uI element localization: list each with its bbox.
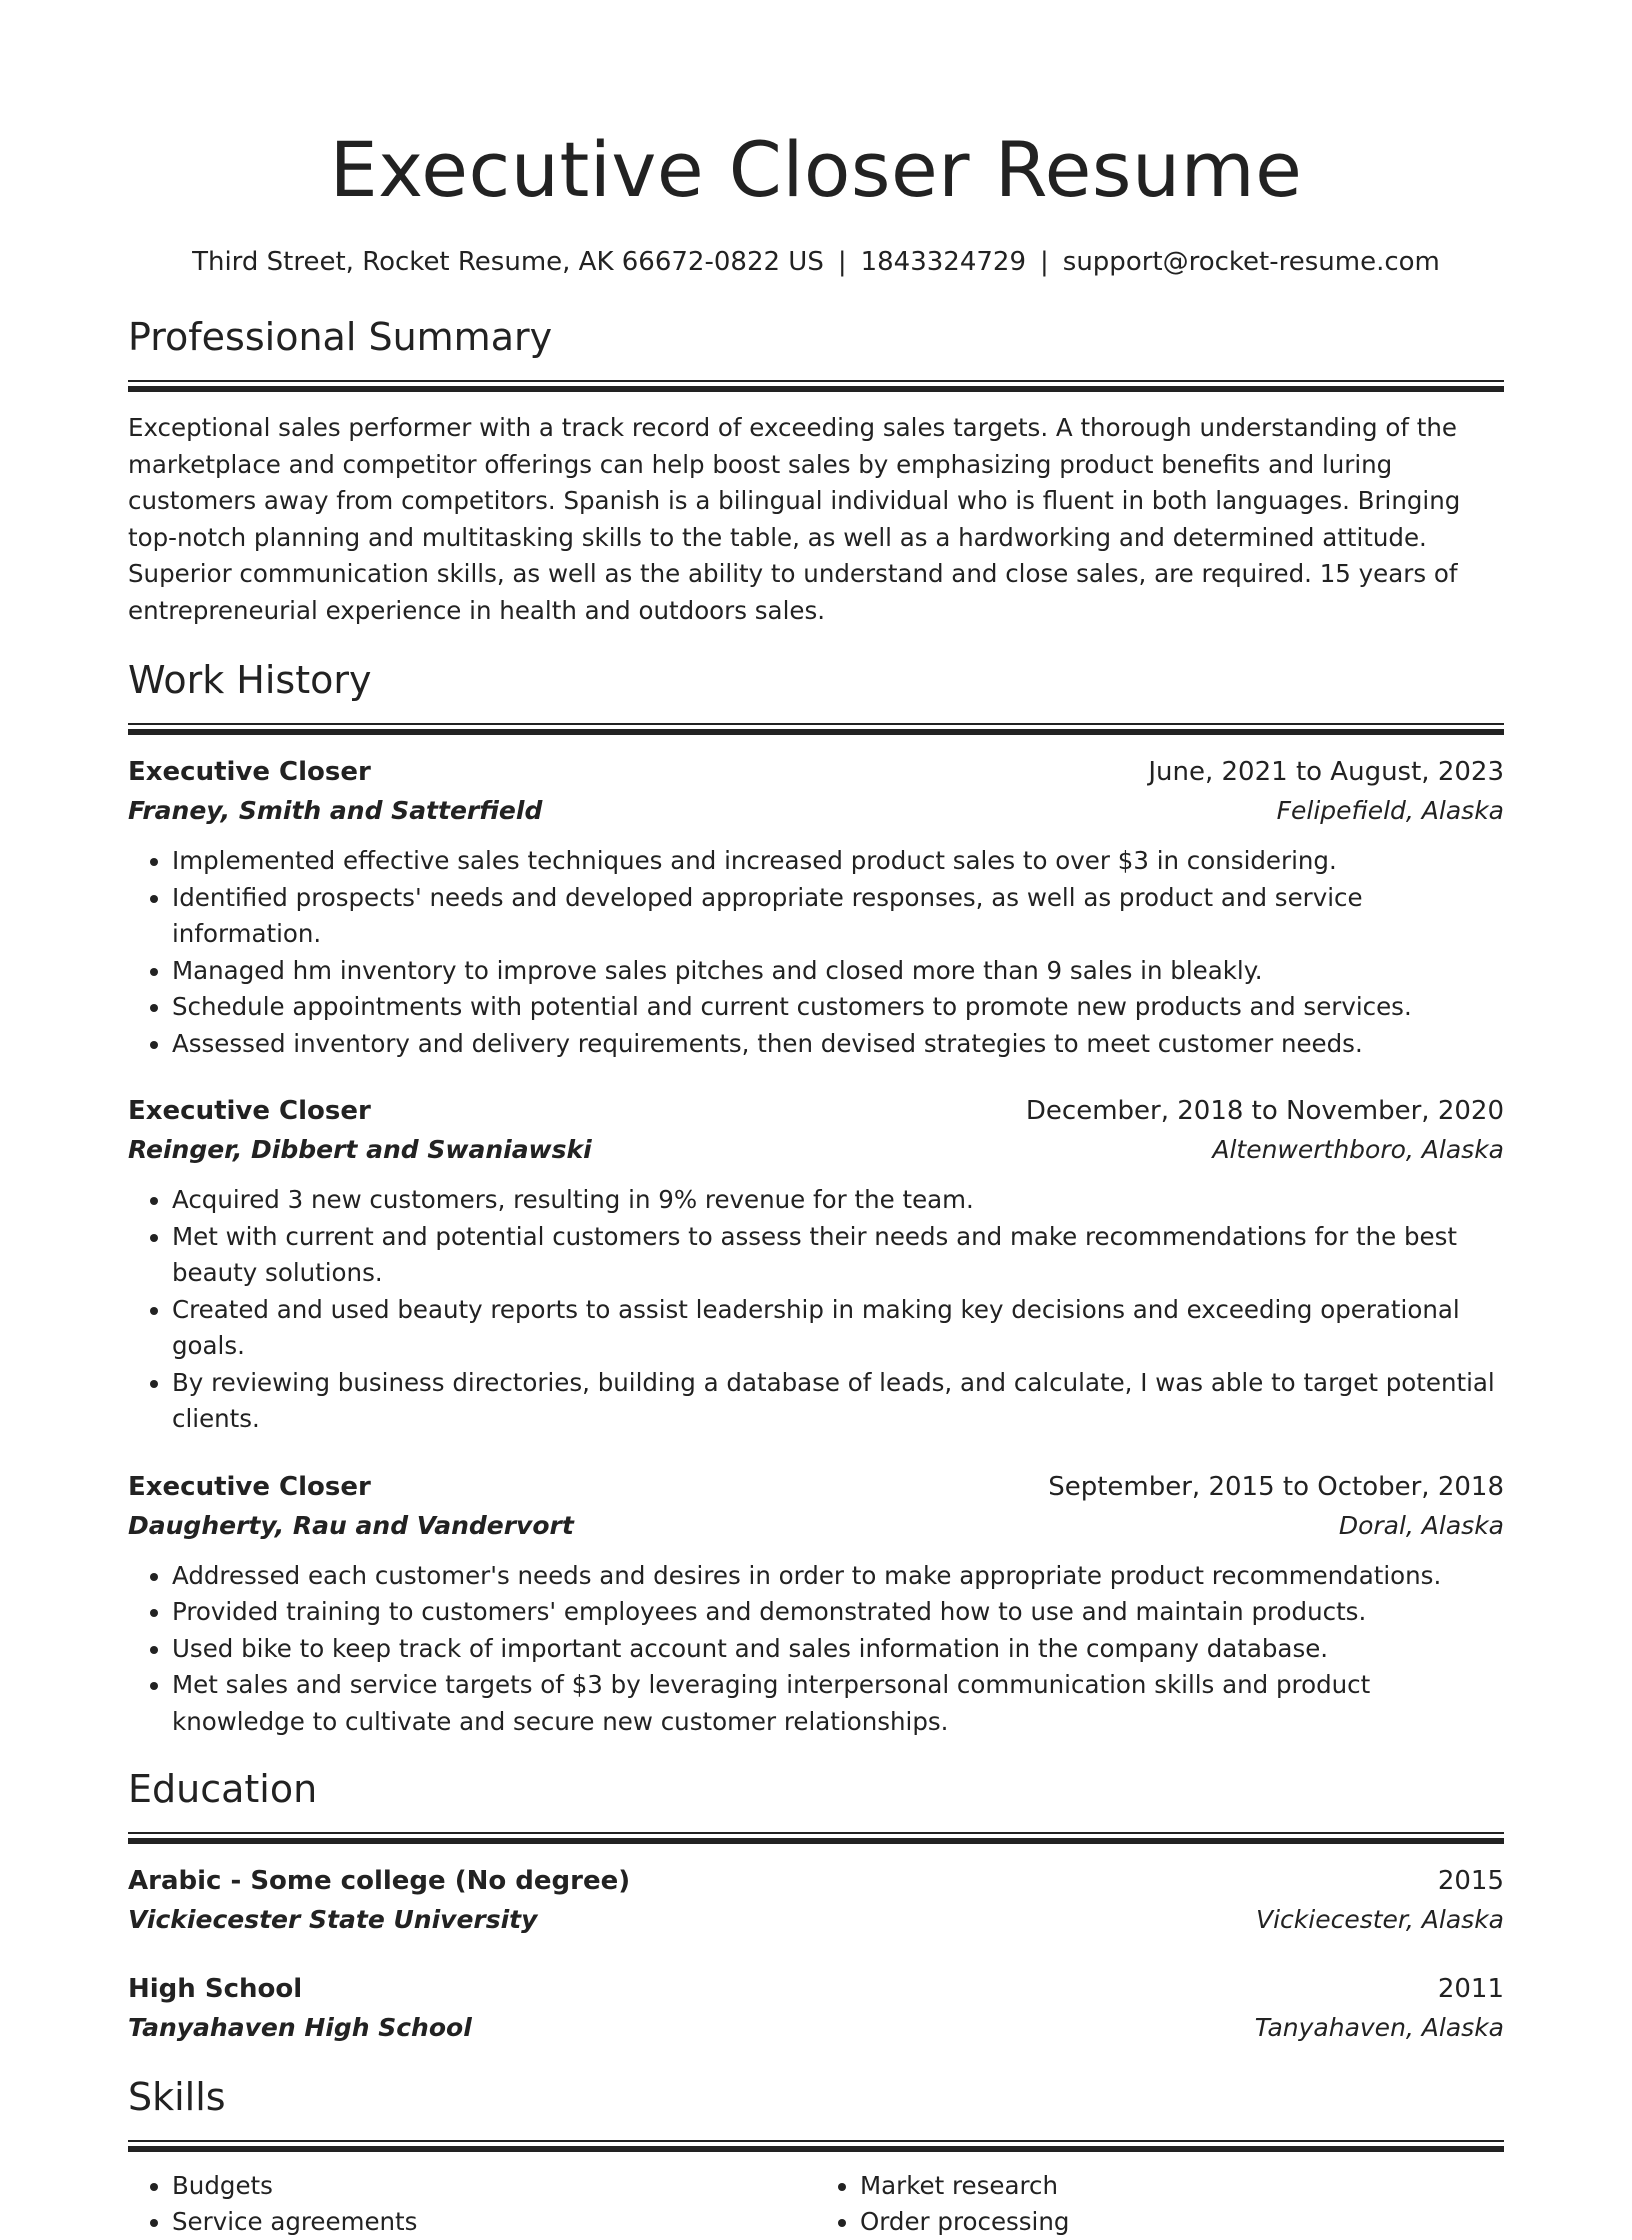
education-year: 2011: [1437, 1974, 1504, 2004]
work-history-heading: Work History: [128, 658, 372, 702]
contact-phone: 1843324729: [860, 247, 1027, 277]
skills-section: [128, 2072, 1504, 2240]
job-bullet: • Assessed inventory and delivery requirements, then devised strategies to meet customer needs.: [172, 1026, 1504, 1063]
skills-column-right: [816, 2168, 1504, 2240]
education-section: [128, 1764, 1504, 2048]
job-bullet: • Provided training to customers' employees and demonstrated how to use and maintain products.: [172, 1594, 1504, 1631]
job-bullet: • Met sales and service targets of $3 by leveraging interpersonal communication skills and product knowledge to cultivate and secure new customer relationships.: [172, 1667, 1504, 1740]
skills-column-left: [128, 2168, 816, 2240]
job-entry: [128, 1092, 1504, 1438]
job-header-row: [128, 753, 1504, 791]
job-entry: [128, 753, 1504, 1062]
job-dates: September, 2015 to October, 2018: [1048, 1471, 1504, 1502]
skill-item: • Budgets: [172, 2168, 816, 2204]
job-company: Franey, Smith and Satterfield: [128, 796, 543, 825]
contact-separator: |: [837, 247, 847, 277]
job-location: Felipefield, Alaska: [1276, 796, 1504, 825]
skills-list: [816, 2168, 1504, 2240]
work-history-section: [128, 655, 1504, 1740]
section-divider: [128, 2140, 1504, 2152]
education-location: Tanyahaven, Alaska: [1254, 2013, 1504, 2042]
resume-title: Executive Closer Resume: [329, 125, 1303, 214]
education-school-row: [128, 2008, 1504, 2048]
education-location: Vickiecester, Alaska: [1256, 1905, 1504, 1934]
job-company: Reinger, Dibbert and Swaniawski: [128, 1135, 592, 1164]
job-company-row: [128, 1130, 1504, 1170]
job-bullet: • Used bike to keep track of important account and sales information in the company database.: [172, 1631, 1504, 1668]
education-school-row: [128, 1900, 1504, 1940]
summary-text: Exceptional sales performer with a track record of exceeding sales targets. A thorough understanding of the marketplace and competitor offerings can help boost sales by emphasizing product benefits and luring customers away from competitors. Spanish is a bilingual individual who is fluent in both languages. Bringing top-notch planning and multitasking skills to the table, as well as a hardworking and determined attitude. Superior communication skills, as well as the ability to understand and close sales, are required. 15 years of entrepreneurial experience in health and outdoors sales.: [128, 413, 1461, 625]
job-bullet: • Created and used beauty reports to assist leadership in making key decisions and exceeding operational goals.: [172, 1292, 1504, 1365]
job-bullet: • Identified prospects' needs and developed appropriate responses, as well as product and service information.: [172, 880, 1504, 953]
section-divider: [128, 723, 1504, 735]
contact-address: Third Street, Rocket Resume, AK 66672-0822 US: [192, 247, 824, 277]
job-location: Doral, Alaska: [1338, 1510, 1504, 1540]
section-divider: [128, 1832, 1504, 1844]
job-header-row: [128, 1092, 1504, 1130]
education-heading: Education: [128, 1767, 318, 1811]
job-bullet: • Acquired 3 new customers, resulting in 9% revenue for the team.: [172, 1182, 1504, 1219]
job-title: Executive Closer: [128, 1471, 371, 1502]
contact-email: support@rocket-resume.com: [1062, 247, 1440, 277]
education-header-row: [128, 1862, 1504, 1900]
education-year: 2015: [1437, 1866, 1504, 1896]
summary-section: [128, 312, 1504, 629]
job-entry: [128, 1468, 1504, 1741]
job-bullets: [128, 843, 1504, 1062]
job-dates: December, 2018 to November, 2020: [1025, 1096, 1504, 1126]
job-bullets: [128, 1558, 1504, 1741]
job-bullet: • By reviewing business directories, building a database of leads, and calculate, I was able to target potential clients.: [172, 1365, 1504, 1438]
job-bullet: • Addressed each customer's needs and desires in order to make appropriate product recommendations.: [172, 1558, 1504, 1595]
skill-item: • Order processing: [860, 2204, 1504, 2240]
contact-separator: |: [1040, 247, 1049, 277]
skills-list: [128, 2168, 816, 2240]
job-company-row: [128, 1506, 1504, 1546]
education-degree: High School: [128, 1974, 303, 2004]
skill-item: • Service agreements: [172, 2204, 816, 2240]
job-title: Executive Closer: [128, 757, 371, 787]
job-bullet: • Implemented effective sales techniques and increased product sales to over $3 in considering.: [172, 843, 1504, 880]
job-bullet: • Schedule appointments with potential and current customers to promote new products and services.: [172, 989, 1504, 1026]
skill-item: • Market research: [860, 2168, 1504, 2204]
education-header-row: [128, 1970, 1504, 2008]
education-degree: Arabic - Some college (No degree): [128, 1866, 631, 1896]
skills-heading: Skills: [128, 2075, 226, 2119]
job-header-row: [128, 1468, 1504, 1506]
job-dates: June, 2021 to August, 2023: [1148, 757, 1504, 787]
job-location: Altenwerthboro, Alaska: [1212, 1135, 1504, 1164]
job-company: Daugherty, Rau and Vandervort: [128, 1510, 574, 1540]
education-school: Tanyahaven High School: [128, 2013, 472, 2042]
section-divider: [128, 380, 1504, 392]
job-company-row: [128, 791, 1504, 831]
skills-grid: [128, 2168, 1504, 2240]
education-entry: [128, 1970, 1504, 2048]
job-bullet: • Managed hm inventory to improve sales pitches and closed more than 9 sales in bleakly.: [172, 953, 1504, 990]
summary-heading: Professional Summary: [128, 315, 553, 359]
education-school: Vickiecester State University: [128, 1905, 538, 1934]
job-bullets: [128, 1182, 1504, 1438]
job-bullet: • Met with current and potential customers to assess their needs and make recommendations for the best beauty solutions.: [172, 1219, 1504, 1292]
job-title: Executive Closer: [128, 1096, 371, 1126]
education-entry: [128, 1862, 1504, 1940]
contact-line: [128, 244, 1504, 280]
